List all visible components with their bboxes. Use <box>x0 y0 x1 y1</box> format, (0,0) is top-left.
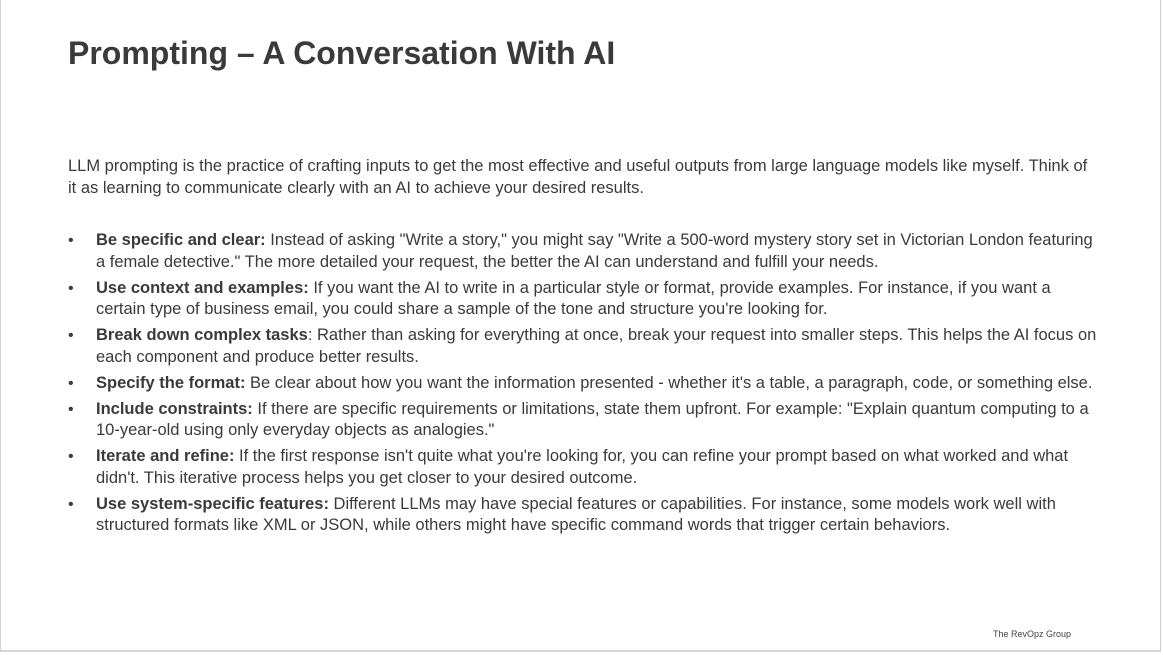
bullet-item <box>68 373 1098 395</box>
bullet-text: Different LLMs may have special features or capabilities. For instance, some models work well with structured formats like XML or JSON, while others might have specific command words that trigger certain behaviors. <box>96 494 1056 534</box>
bullet-text: If there are specific requirements or limitations, state them upfront. For example: "Explain quantum computing to a 10-year-old using only everyday objects as analogies." <box>96 399 1089 439</box>
bullet-dot-icon: • <box>68 495 74 513</box>
intro-paragraph: LLM prompting is the practice of crafting inputs to get the most effective and useful outputs from large language models like myself. Think of it as learning to communicate clearly with an AI to achieve your desired results. <box>68 157 1088 197</box>
bullet-item <box>68 446 1098 489</box>
bullet-heading: Iterate and refine: <box>96 447 235 465</box>
bullet-dot-icon: • <box>68 327 74 344</box>
bullet-text: If you want the AI to write in a particular style or format, provide examples. For instance, if you want a certain type of business email, you could share a sample of the tone and structure you're looking for. <box>96 278 1051 318</box>
bullet-dot-icon: • <box>68 374 74 392</box>
bullet-heading: Be specific and clear: <box>96 231 266 249</box>
bullet-heading: Specify the format: <box>96 373 246 392</box>
bullet-item <box>68 494 1098 537</box>
bullet-heading: Use context and examples: <box>96 278 309 297</box>
bullet-text: Be clear about how you want the information presented - whether it's a table, a paragraph, code, or something else. <box>245 373 1093 392</box>
bullet-dot-icon: • <box>68 448 74 465</box>
bullet-item <box>68 278 1098 321</box>
bullet-heading: Use system-specific features: <box>96 494 329 513</box>
bullet-heading: Include constraints: <box>96 399 253 418</box>
bullet-dot-icon: • <box>68 232 74 249</box>
bullet-item <box>68 399 1098 442</box>
bullet-text: : Rather than asking for everything at once, break your request into smaller steps. This helps the AI focus on each component and produce better results. <box>96 326 1097 366</box>
bullet-item <box>68 325 1098 368</box>
bullet-dot-icon: • <box>68 400 74 418</box>
bullet-text: Instead of asking "Write a story," you might say "Write a 500-word mystery story set in Victorian London featuring a female detective." The more detailed your request, the better the AI can understand and fulfill your needs. <box>96 231 1093 271</box>
bullet-text: If the first response isn't quite what you're looking for, you can refine your prompt based on what worked and what didn't. This iterative process helps you get closer to your desired outcome. <box>96 447 1069 487</box>
footer-brand: The RevOpz Group <box>993 629 1072 639</box>
bullet-dot-icon: • <box>68 279 74 297</box>
bullet-item <box>68 230 1098 273</box>
bullet-list <box>68 230 1098 541</box>
bullet-heading: Break down complex tasks <box>96 326 308 344</box>
slide-title: Prompting – A Conversation With AI <box>68 35 616 71</box>
